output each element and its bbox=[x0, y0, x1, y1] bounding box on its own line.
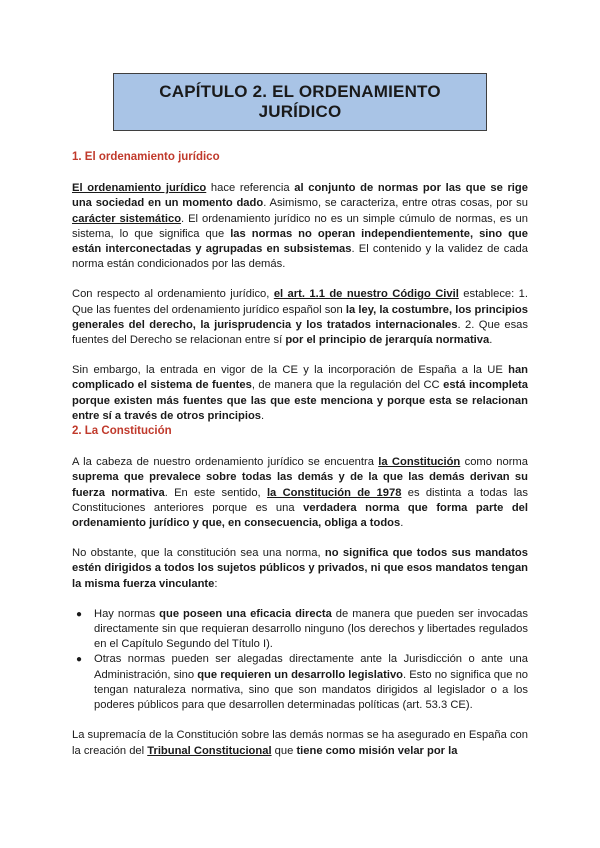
emphasis-run: por el principio de jerarquía normativa bbox=[285, 334, 490, 347]
emphasis-run: está incompleta porque existen más fuentes que las que este menciona y porque esta se relacionan entre sí a través de otros principios bbox=[72, 379, 529, 422]
emphasis-run: verdadera norma que forma parte del ordenamiento jurídico y que, en consecuencia, obliga a todos bbox=[72, 501, 528, 530]
emphasis-run: que requieren un desarrollo legislativo bbox=[197, 668, 403, 681]
text-run: A la cabeza de nuestro ordenamiento jurídico se encuentra bbox=[72, 456, 379, 469]
section-heading-constitucion: 2. La Constitución bbox=[72, 425, 172, 438]
text-run: Sin embargo, la entrada en vigor de la CE y la incorporación de España a la UE bbox=[72, 364, 509, 377]
text-run: : bbox=[214, 577, 218, 590]
paragraph-tribunal-constitucional bbox=[72, 728, 528, 758]
paragraph-ordenamiento-definicion bbox=[72, 181, 528, 272]
text-run: . bbox=[261, 409, 265, 422]
document-body bbox=[72, 150, 528, 759]
emphasis-run: la ley, la costumbre, los principios generales del derecho, la jurisprudencia y los tratados internacionales bbox=[72, 303, 528, 331]
text-run: . bbox=[489, 334, 493, 347]
text-run: . 2. Que esas fuentes del Derecho se relacionan entre sí bbox=[72, 318, 528, 347]
text-run: . Asimismo, se caracteriza, entre otras cosas, por su bbox=[263, 197, 528, 210]
text-run: , de manera que la regulación del CC bbox=[251, 379, 444, 392]
list-item bbox=[72, 607, 528, 653]
bullet-icon: ● bbox=[76, 608, 83, 620]
emphasis-run: que poseen una eficacia directa bbox=[159, 607, 332, 620]
text-run: La supremacía de la Constitución sobre las demás normas se ha asegurado en España con la creación del bbox=[72, 729, 528, 757]
text-run: . Esto no significa que no tengan naturaleza normativa, sino que son mandatos dirigidos al legislador o a los poderes públicos para que desarrollen determinadas políticas (art. 53.3 CE). bbox=[94, 668, 529, 712]
text-run: de manera que pueden ser invocadas directamente sin que requieran desarrollo ninguno (los derechos y libertades regulados en el Capítulo Segundo del Título I). bbox=[94, 607, 528, 651]
term-ordenamiento: El ordenamiento jurídico bbox=[72, 182, 207, 195]
text-run: es distinta a todas las Constituciones anteriores porque es una bbox=[72, 486, 528, 514]
text-run: Otras normas pueden ser alegadas directamente ante la Jurisdicción o ante una Administración, sino bbox=[94, 653, 528, 681]
emphasis-run: tiene como misión velar por la bbox=[296, 744, 458, 757]
text-run: Hay normas bbox=[94, 607, 160, 620]
paragraph-codigo-civil bbox=[72, 287, 528, 348]
paragraph-sistema-fuentes bbox=[72, 363, 528, 424]
paragraph-constitucion-suprema bbox=[72, 455, 528, 531]
text-run: . El ordenamiento jurídico no es un simple cúmulo de normas, es un sistema, lo que significa que bbox=[72, 212, 529, 240]
term-constitucion-1978: la Constitución de 1978 bbox=[266, 486, 402, 499]
emphasis-run: han complicado el sistema de fuentes bbox=[72, 364, 528, 392]
emphasis-run: al conjunto de normas por las que se rige una sociedad en un momento dado bbox=[72, 182, 528, 210]
text-run: como norma bbox=[460, 456, 528, 469]
text-run: . En este sentido, bbox=[164, 486, 267, 499]
text-run: hace referencia bbox=[206, 182, 295, 195]
bullet-icon: ● bbox=[76, 654, 83, 666]
term-codigo-civil: el art. 1.1 de nuestro Código Civil bbox=[273, 288, 459, 301]
paragraph-mandatos bbox=[72, 546, 528, 592]
text-run: que bbox=[271, 744, 297, 757]
text-run: . bbox=[400, 517, 404, 530]
chapter-title-line-2: JURÍDICO bbox=[258, 102, 342, 121]
text-run: No obstante, que la constitución sea una norma, bbox=[72, 547, 325, 560]
term-constitucion: la Constitución bbox=[378, 456, 461, 469]
text-run: establece: 1. Que las fuentes del ordenamiento jurídico español son bbox=[72, 288, 529, 316]
text-run: . El contenido y la validez de cada norma están condicionados por las demás. bbox=[72, 243, 528, 271]
text-run: Con respecto al ordenamiento jurídico, bbox=[72, 288, 274, 301]
section-heading-ordenamiento: 1. El ordenamiento jurídico bbox=[72, 151, 220, 163]
emphasis-run: suprema que prevalece sobre todas las demás y de la que las demás derivan su fuerza normativa bbox=[72, 471, 528, 499]
emphasis-run: no significa que todos sus mandatos estén dirigidos a todos los sujetos públicos y privados, ni que esos mandatos tengan la misma fuerza vinculante bbox=[72, 547, 528, 590]
term-tribunal-constitucional: Tribunal Constitucional bbox=[147, 744, 272, 757]
term-caracter-sistematico: carácter sistemático bbox=[72, 212, 182, 225]
chapter-title-box bbox=[113, 73, 487, 131]
list-item bbox=[72, 652, 528, 713]
emphasis-run: las normas no operan independientemente, sino que están interconectadas y agrupadas en subsistemas bbox=[72, 227, 528, 256]
bullet-list-normas bbox=[72, 607, 528, 713]
chapter-title-line-1: CAPÍTULO 2. EL ORDENAMIENTO bbox=[159, 82, 441, 101]
